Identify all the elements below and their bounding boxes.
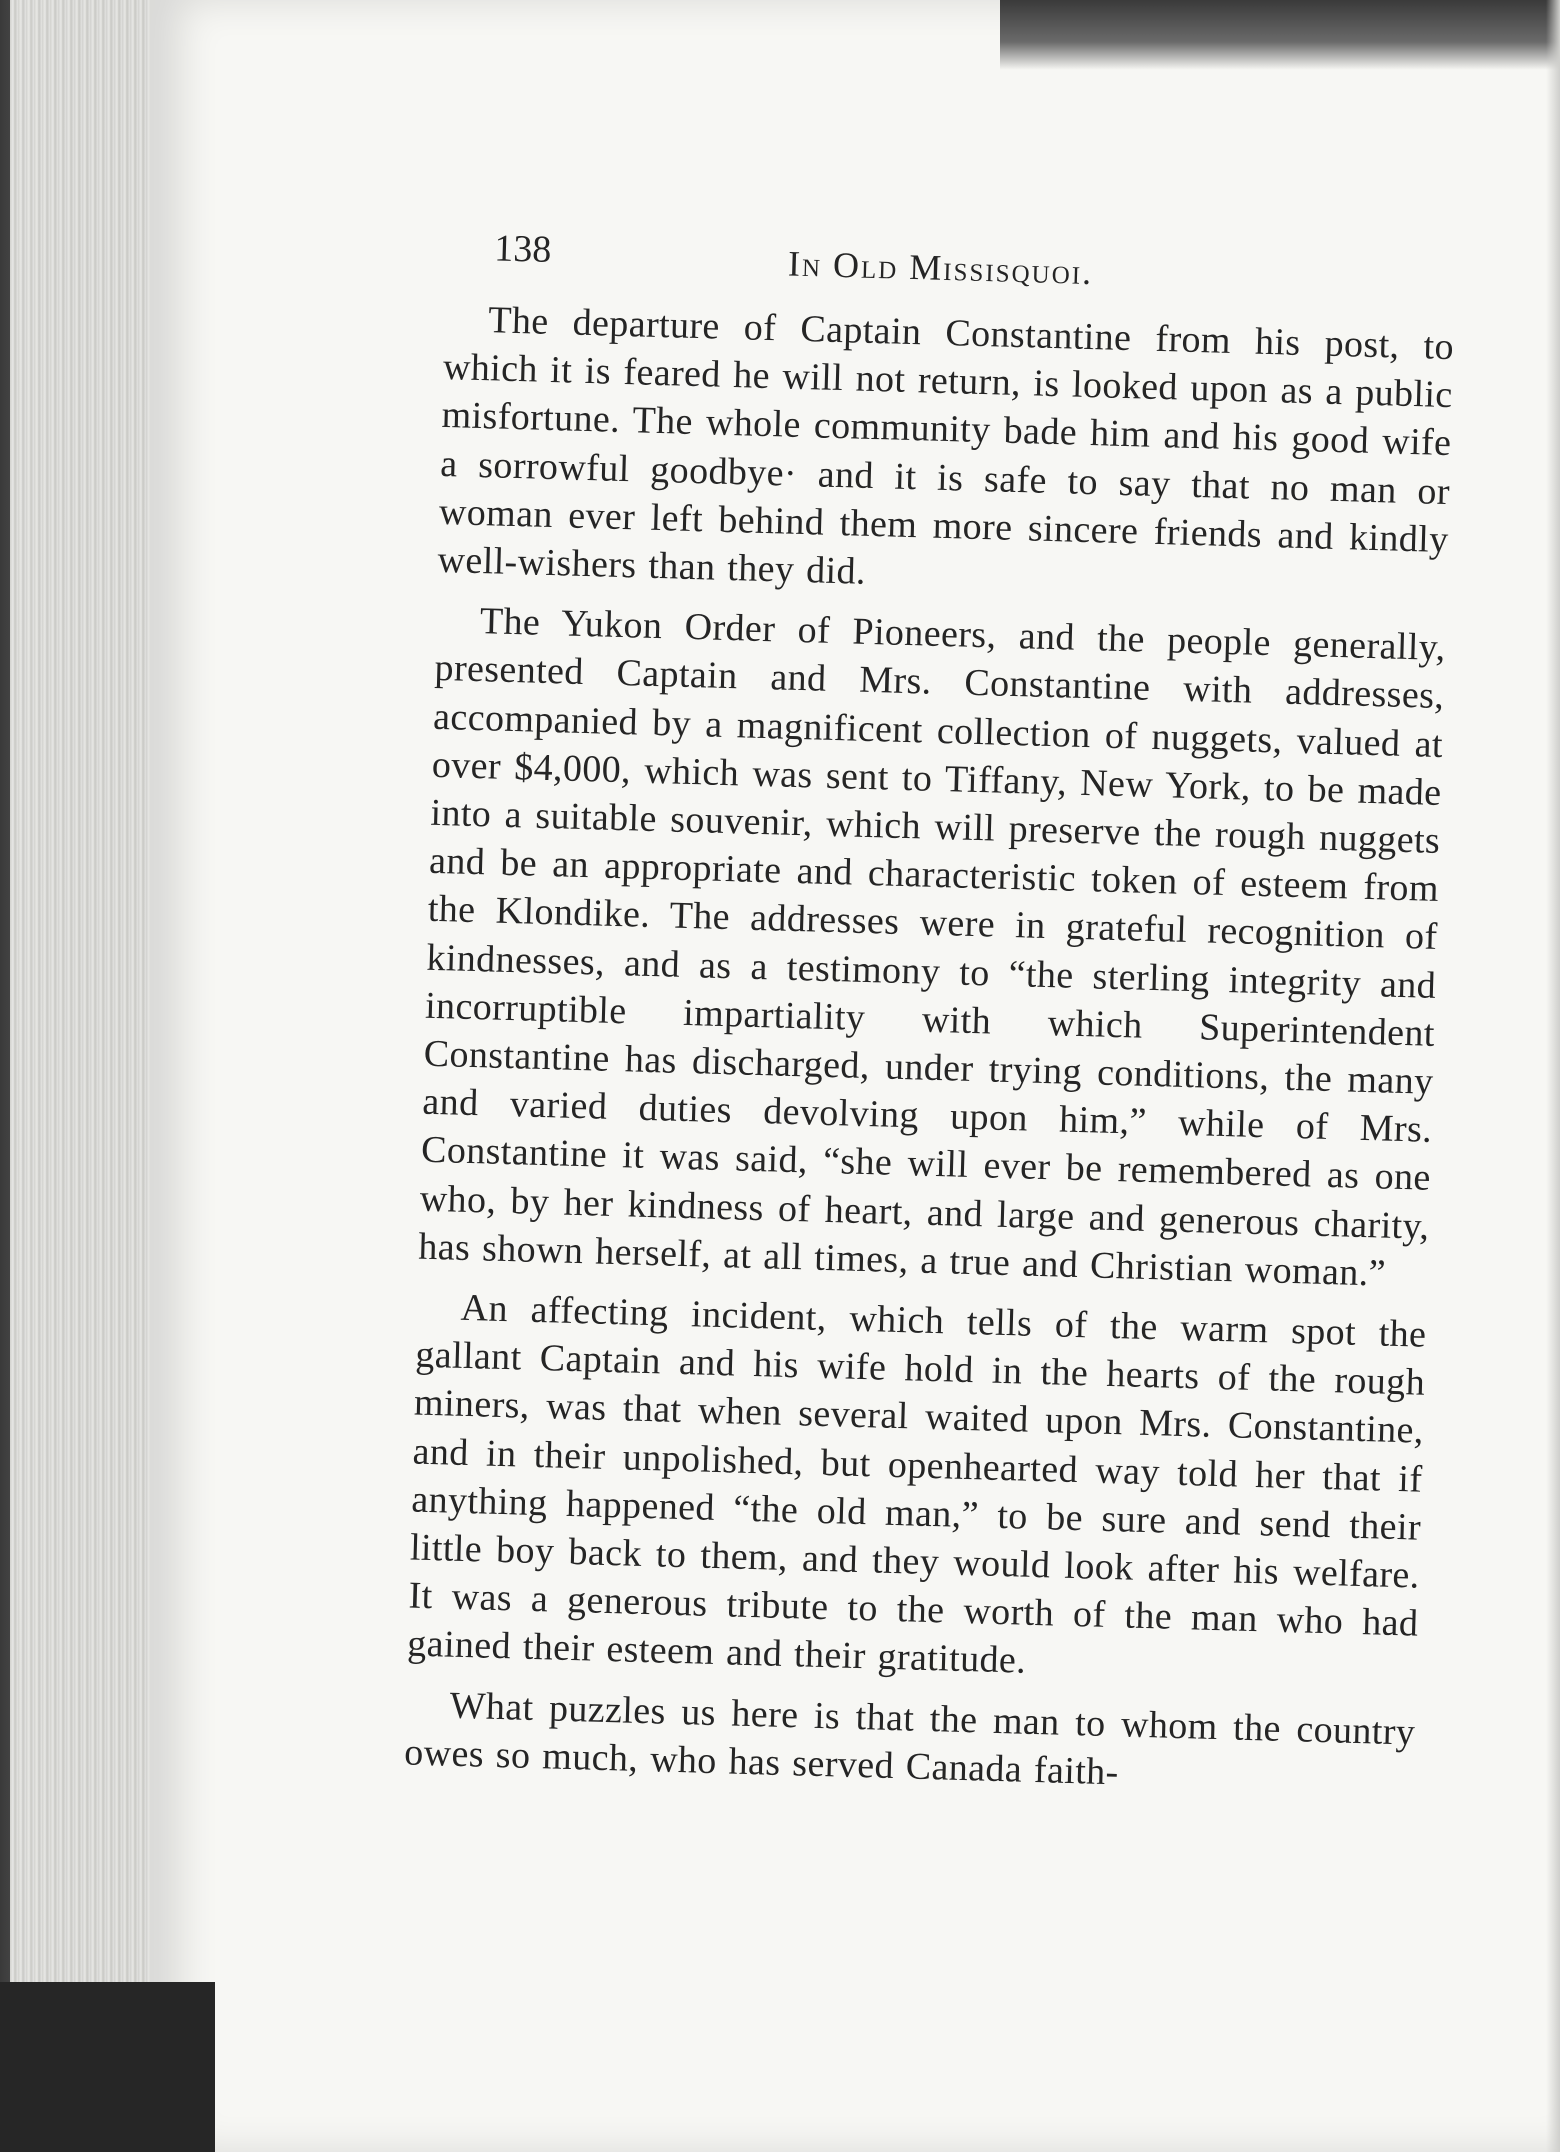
- top-scan-shadow: [1000, 0, 1560, 70]
- paragraph-puzzles: What puzzles us here is that the man to whom the country owes so much, who has served Canada faith-: [403, 1684, 1416, 1794]
- paragraph-incident: An affecting incident, which tells of the warm spot the gallant Captain and his wife hold in the hearts of the rough miners, was that when several waited upon Mrs. Constantine, and in their unpolished, but openhearted way told her that if anything happened “the old man,” to be sure and send their little boy back to them, and they would look after his welfare. It was a generous tribute to the worth of the man who had gained their esteem and their gratitude.: [406, 1286, 1427, 1683]
- right-scan-shadow: [1546, 0, 1560, 2152]
- paragraph-pioneers: The Yukon Order of Pioneers, and the people generally, presented Captain and Mrs. Constantine with addresses, accompanied by a magnificent collection of nuggets, valued at over $4,000, which was sent to Tiffany, New York, to be made into a suitable souvenir, which will preserve the rough nuggets and be an appropriate and characteristic token of esteem from the Klondike. The addresses were in grateful recognition of kindnesses, and as a testimony to “the sterling integrity and incorruptible impartiality with which Superintendent Constantine has discharged, under trying conditions, the many and varied duties devolving upon him,” while of Mrs. Constantine it was said, “she will ever be remembered as one who, by her kindness of heart, and large and generous charity, has shown herself, at all times, a true and Christian woman.”: [417, 600, 1447, 1295]
- book-title: In Old Missisquoi.: [787, 243, 1094, 293]
- paragraph-departure: The departure of Captain Constantine from his post, to which it is feared he will not return, is looked upon as a public misfortune. The whole community bade him and his good wife a sorrowful goodbye· and it is safe to say that no man or woman ever left behind them more sincere friends and kindly well-wishers than they did.: [437, 299, 1455, 593]
- page-text-block: [404, 225, 1457, 1805]
- page-edges: [10, 0, 160, 2152]
- page-number: 138: [493, 227, 552, 271]
- bottom-left-shadow: [0, 1982, 215, 2152]
